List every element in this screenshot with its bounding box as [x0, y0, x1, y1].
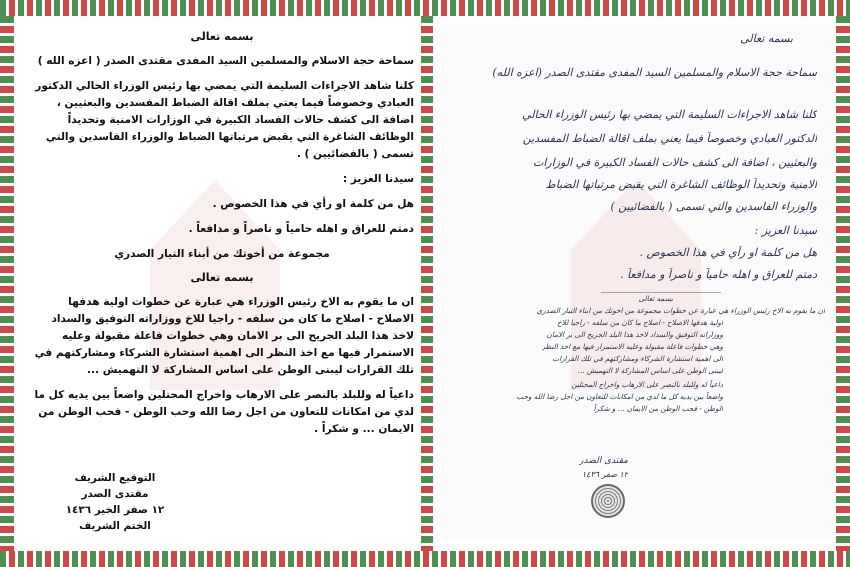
basmala-heading: بسمه تعالى	[190, 30, 254, 43]
signature-name: مقتدى الصدر	[81, 488, 149, 500]
handwritten-signature: مقتدى الصدر	[579, 456, 628, 466]
seal-label: الختم الشريف	[79, 520, 151, 532]
question-line: هل من كلمة او رأي في هذا الخصوص .	[212, 198, 414, 210]
handwritten-date: ١٢ صفر ١٤٣٦	[581, 470, 628, 479]
basmala-heading-reply: بسمه تعالى	[190, 271, 254, 284]
ink-underline	[601, 292, 721, 293]
handwritten-line: دمتم للعراق و اهله حامياً و ناصراً و مدافعاً .	[620, 268, 817, 281]
senders-line: مجموعة من أخوتك من أبناء التيار الصدري	[114, 248, 330, 260]
handwritten-reply-line: الوطن - فحب الوطن من الايمان ... و شكراً	[593, 404, 723, 413]
handwritten-line: كلنا شاهد الاجراءات السليمة التي يمضي بها رئيس الوزراء الحالي	[522, 108, 817, 121]
handwritten-reply-line: داعياً له وللبلد بالنصر على الارهاب واخراج المحتلين	[571, 380, 723, 389]
handwritten-reply-line: الى اهمية استشارة الشركاء ومشاركتهم في تلك القرارات	[552, 354, 723, 363]
handwritten-line: الامنية وتحديداً الوظائف الشاغرة التي يقبض مرتباتها الضباط	[545, 178, 817, 191]
closing-wish-line: دمتم للعراق و اهله حامياً و ناصراً و مدافعاً .	[188, 223, 414, 235]
handwritten-line: والبعثيين ، اضافة الى كشف حالات الفساد الكبيرة في الوزارات	[533, 156, 817, 169]
prayer-paragraph: داعياً له وللبلد بالنصر على الارهاب واخراج المحتلين واضعاً بين يديه كل ما لدي من امكانات للتعاون من اجل رضا الله وحب الوطن - فحب الوطن من الايمان ... و شكراً .	[34, 389, 414, 435]
handwritten-scan	[441, 24, 833, 540]
reply-paragraph: ان ما يقوم به الاخ رئيس الوزراء هي عبارة عن خطوات اولية هدفها الاصلاح - اصلاح ما كان من سلفه - راجيا للاخ ووزاراته التوفيق والسداد لاخذ هذا البلد الجريح الى بر الامان وهي خطوات فاعلة مقبولة وعليه الاستمرار فيها مع اخذ النظر الى اهمية استشارة الشركاء ومشاركتهم في تلك القرارات ليبنى الوطن على اساس المشاركة لا التهميش ...	[34, 296, 414, 376]
addressee-line: سماحة حجة الاسلام والمسلمين السيد المفدى مقتدى الصدر ( اعزه الله )	[37, 55, 414, 67]
official-seal-icon	[591, 484, 625, 518]
signature-label: التوقيع الشريف	[74, 472, 156, 484]
handwritten-line: سماحة حجة الاسلام والمسلمين السيد المفدى مقتدى الصدر (اعزه الله)	[492, 66, 817, 79]
handwritten-line: سيدنا العزيز :	[754, 224, 817, 237]
decorative-border-top	[0, 0, 850, 16]
decorative-border-left	[0, 16, 14, 551]
signature-block	[30, 470, 200, 534]
handwritten-reply-line: ان ما يقوم به الاخ رئيس الوزراء هي عبارة عن خطوات مجموعة من اخوتك من ابناء التيار الصدري	[536, 306, 825, 315]
handwritten-line: والوزراء الفاسدين والتي تسمى ( بالفضائيين )	[610, 200, 817, 213]
handwritten-reply-line: ووزاراته التوفيق والسداد لاخذ هذا البلد الجريح الى بر الامان	[546, 330, 723, 339]
handwritten-reply-line: واضعاً بين يديه كل ما لدي من امكانات للتعاون من اجل رضا الله وحب	[516, 392, 723, 401]
decorative-border-bottom	[0, 551, 850, 567]
handwritten-reply-line: ليبنى الوطن على اساس المشاركة لا التهميش ...	[577, 366, 723, 375]
letter-paragraph: كلنا شاهد الاجراءات السليمة التي يمضي بها رئيس الوزراء الحالي الدكتور العبادي وخصوصاً فيما يعني بملف اقالة الضباط المفسدين والبعثيين ، اضافة الى كشف حالات الفساد الكبيرة في الوزارات الامنية وتحديداً الوظائف الشاغرة التي يقبض مرتباتها الضباط والوزراء الفاسدين والتي تسمى ( بالفضائيين ) .	[35, 80, 414, 160]
handwritten-reply-line: وهي خطوات فاعلة مقبولة وعليه الاستمرار فيها مع اخذ النظر	[541, 342, 723, 351]
handwritten-reply-line: اولية هدفها الاصلاح - اصلاح ما كان من سلفه - راجيا للاخ	[557, 318, 723, 327]
decorative-border-right	[836, 16, 850, 551]
signature-date: ١٢ صفر الخير ١٤٣٦	[65, 504, 165, 516]
handwritten-reply-basmala: بسمه تعالى	[638, 294, 673, 303]
decorative-border-divider	[421, 16, 433, 551]
handwritten-line: هل من كلمة او رأي في هذا الخصوص .	[639, 246, 817, 259]
typed-transcription	[30, 28, 414, 538]
handwritten-basmala: بسمه تعالى	[740, 32, 793, 45]
salutation-line: سيدنا العزيز :	[342, 173, 414, 185]
handwritten-line: الدكتور العبادي وخصوصاً فيما يعني بملف اقالة الضباط المفسدين	[522, 132, 817, 145]
